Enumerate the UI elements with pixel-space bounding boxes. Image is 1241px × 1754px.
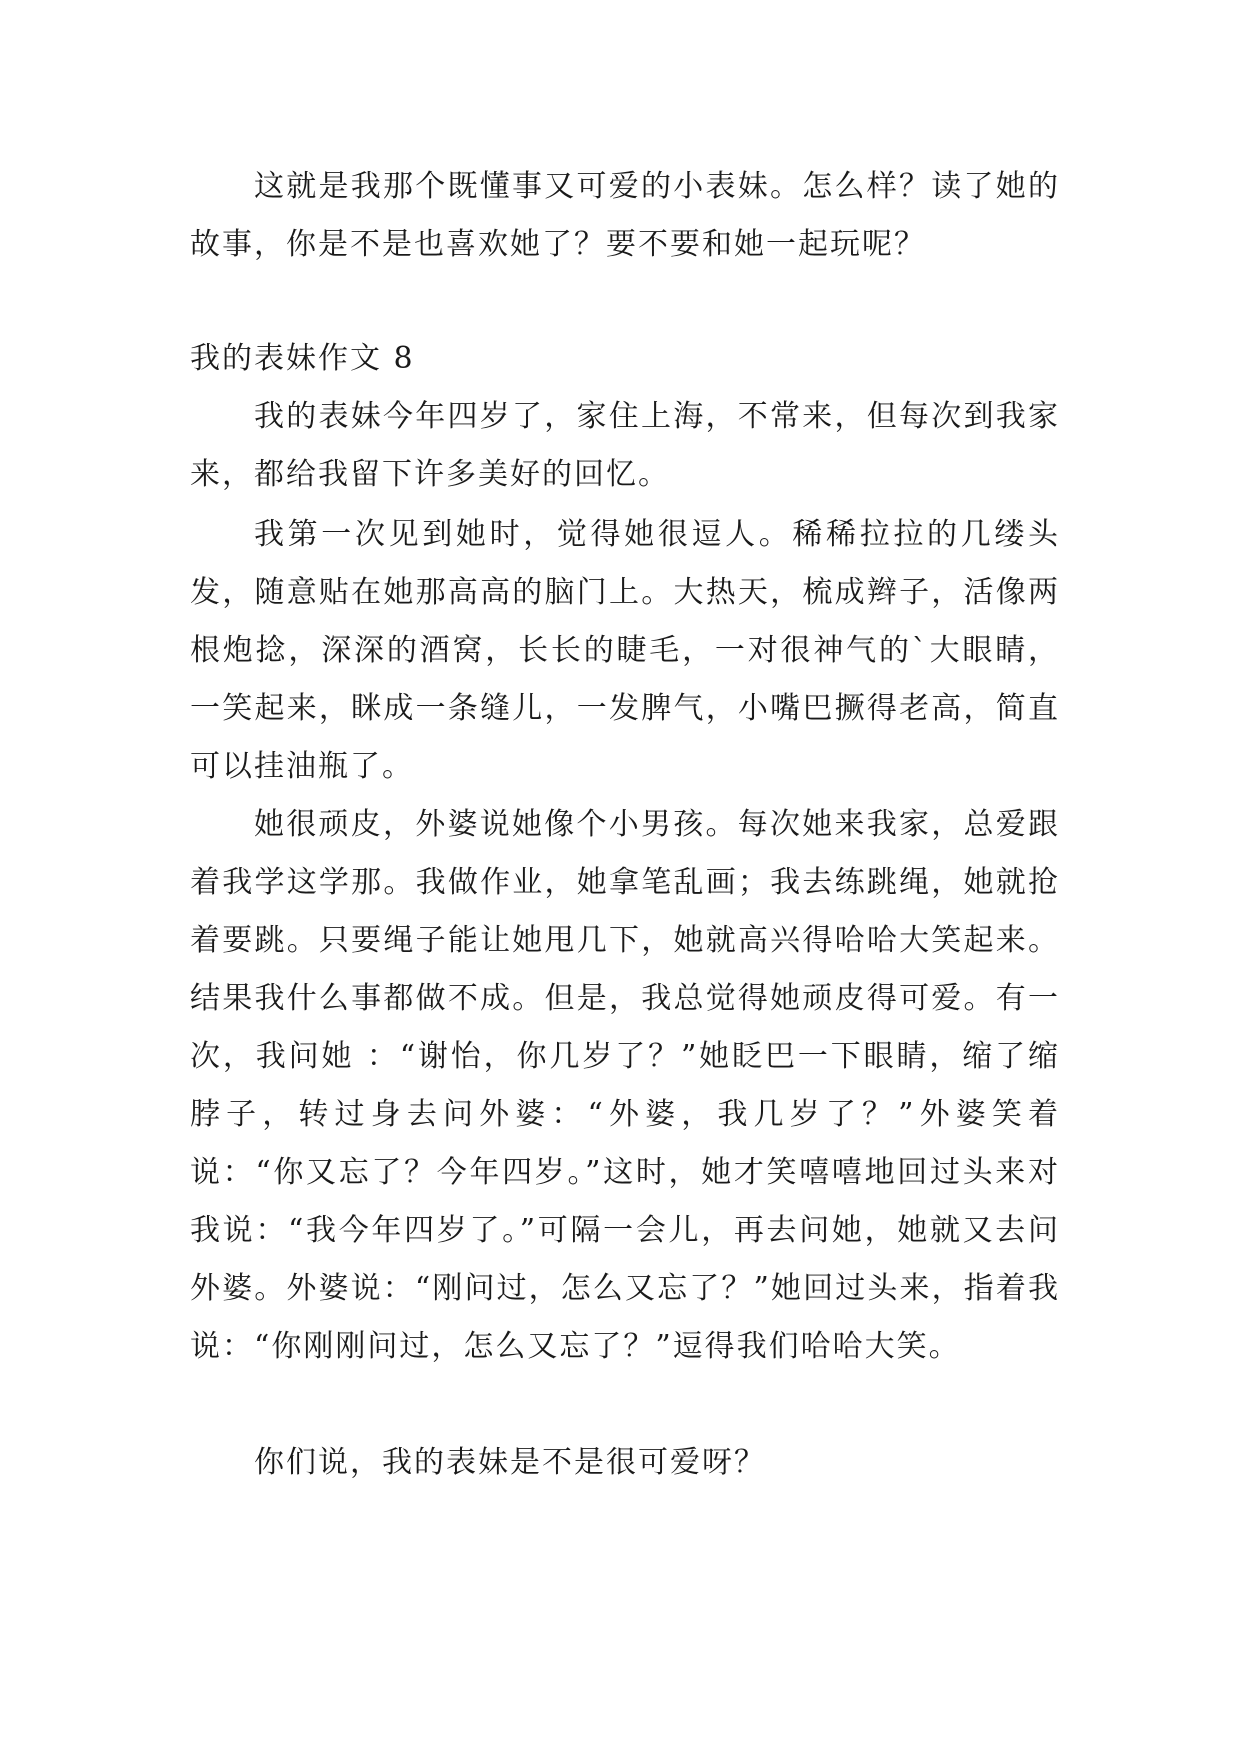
closing-paragraph: 这就是我那个既懂事又可爱的小表妹。怎么样？读了她的故事，你是不是也喜欢她了？要不要和她一起玩呢？ bbox=[190, 169, 1060, 262]
section-title: 我的表妹作文 8 bbox=[190, 341, 415, 376]
paragraph-conclusion: 你们说，我的表妹是不是很可爱呀？ bbox=[254, 1445, 766, 1480]
paragraph-intro: 我的表妹今年四岁了，家住上海，不常来，但每次到我家来，都给我留下许多美好的回忆。 bbox=[190, 399, 1060, 492]
paragraph-appearance: 我第一次见到她时，觉得她很逗人。稀稀拉拉的几缕头发，随意贴在她那高高的脑门上。大热天，梳成辫子，活像两根炮捻，深深的酒窝，长长的睫毛，一对很神气的`大眼睛，一笑起来，眯成一条缝儿，一发脾气，小嘴巴撅得老高，简直可以挂油瓶了。 bbox=[190, 517, 1060, 784]
paragraph-naughty: 她很顽皮，外婆说她像个小男孩。每次她来我家，总爱跟着我学这学那。我做作业，她拿笔乱画；我去练跳绳，她就抢着要跳。只要绳子能让她甩几下，她就高兴得哈哈大笑起来。结果我什么事都做不成。但是，我总觉得她顽皮得可爱。有一次，我问她 ：“谢怡，你几岁了？”她眨巴一下眼睛，缩了缩脖子，转过身去问外婆：“外婆，我几岁了？”外婆笑着说：“你又忘了？今年四岁。”这时，她才笑嘻嘻地回过头来对我说：“我今年四岁了。”可隔一会儿，再去问她，她就又去问外婆。外婆说：“刚问过，怎么又忘了？”她回过头来，指着我说：“你刚刚问过，怎么又忘了？”逗得我们哈哈大笑。 bbox=[190, 807, 1060, 1364]
